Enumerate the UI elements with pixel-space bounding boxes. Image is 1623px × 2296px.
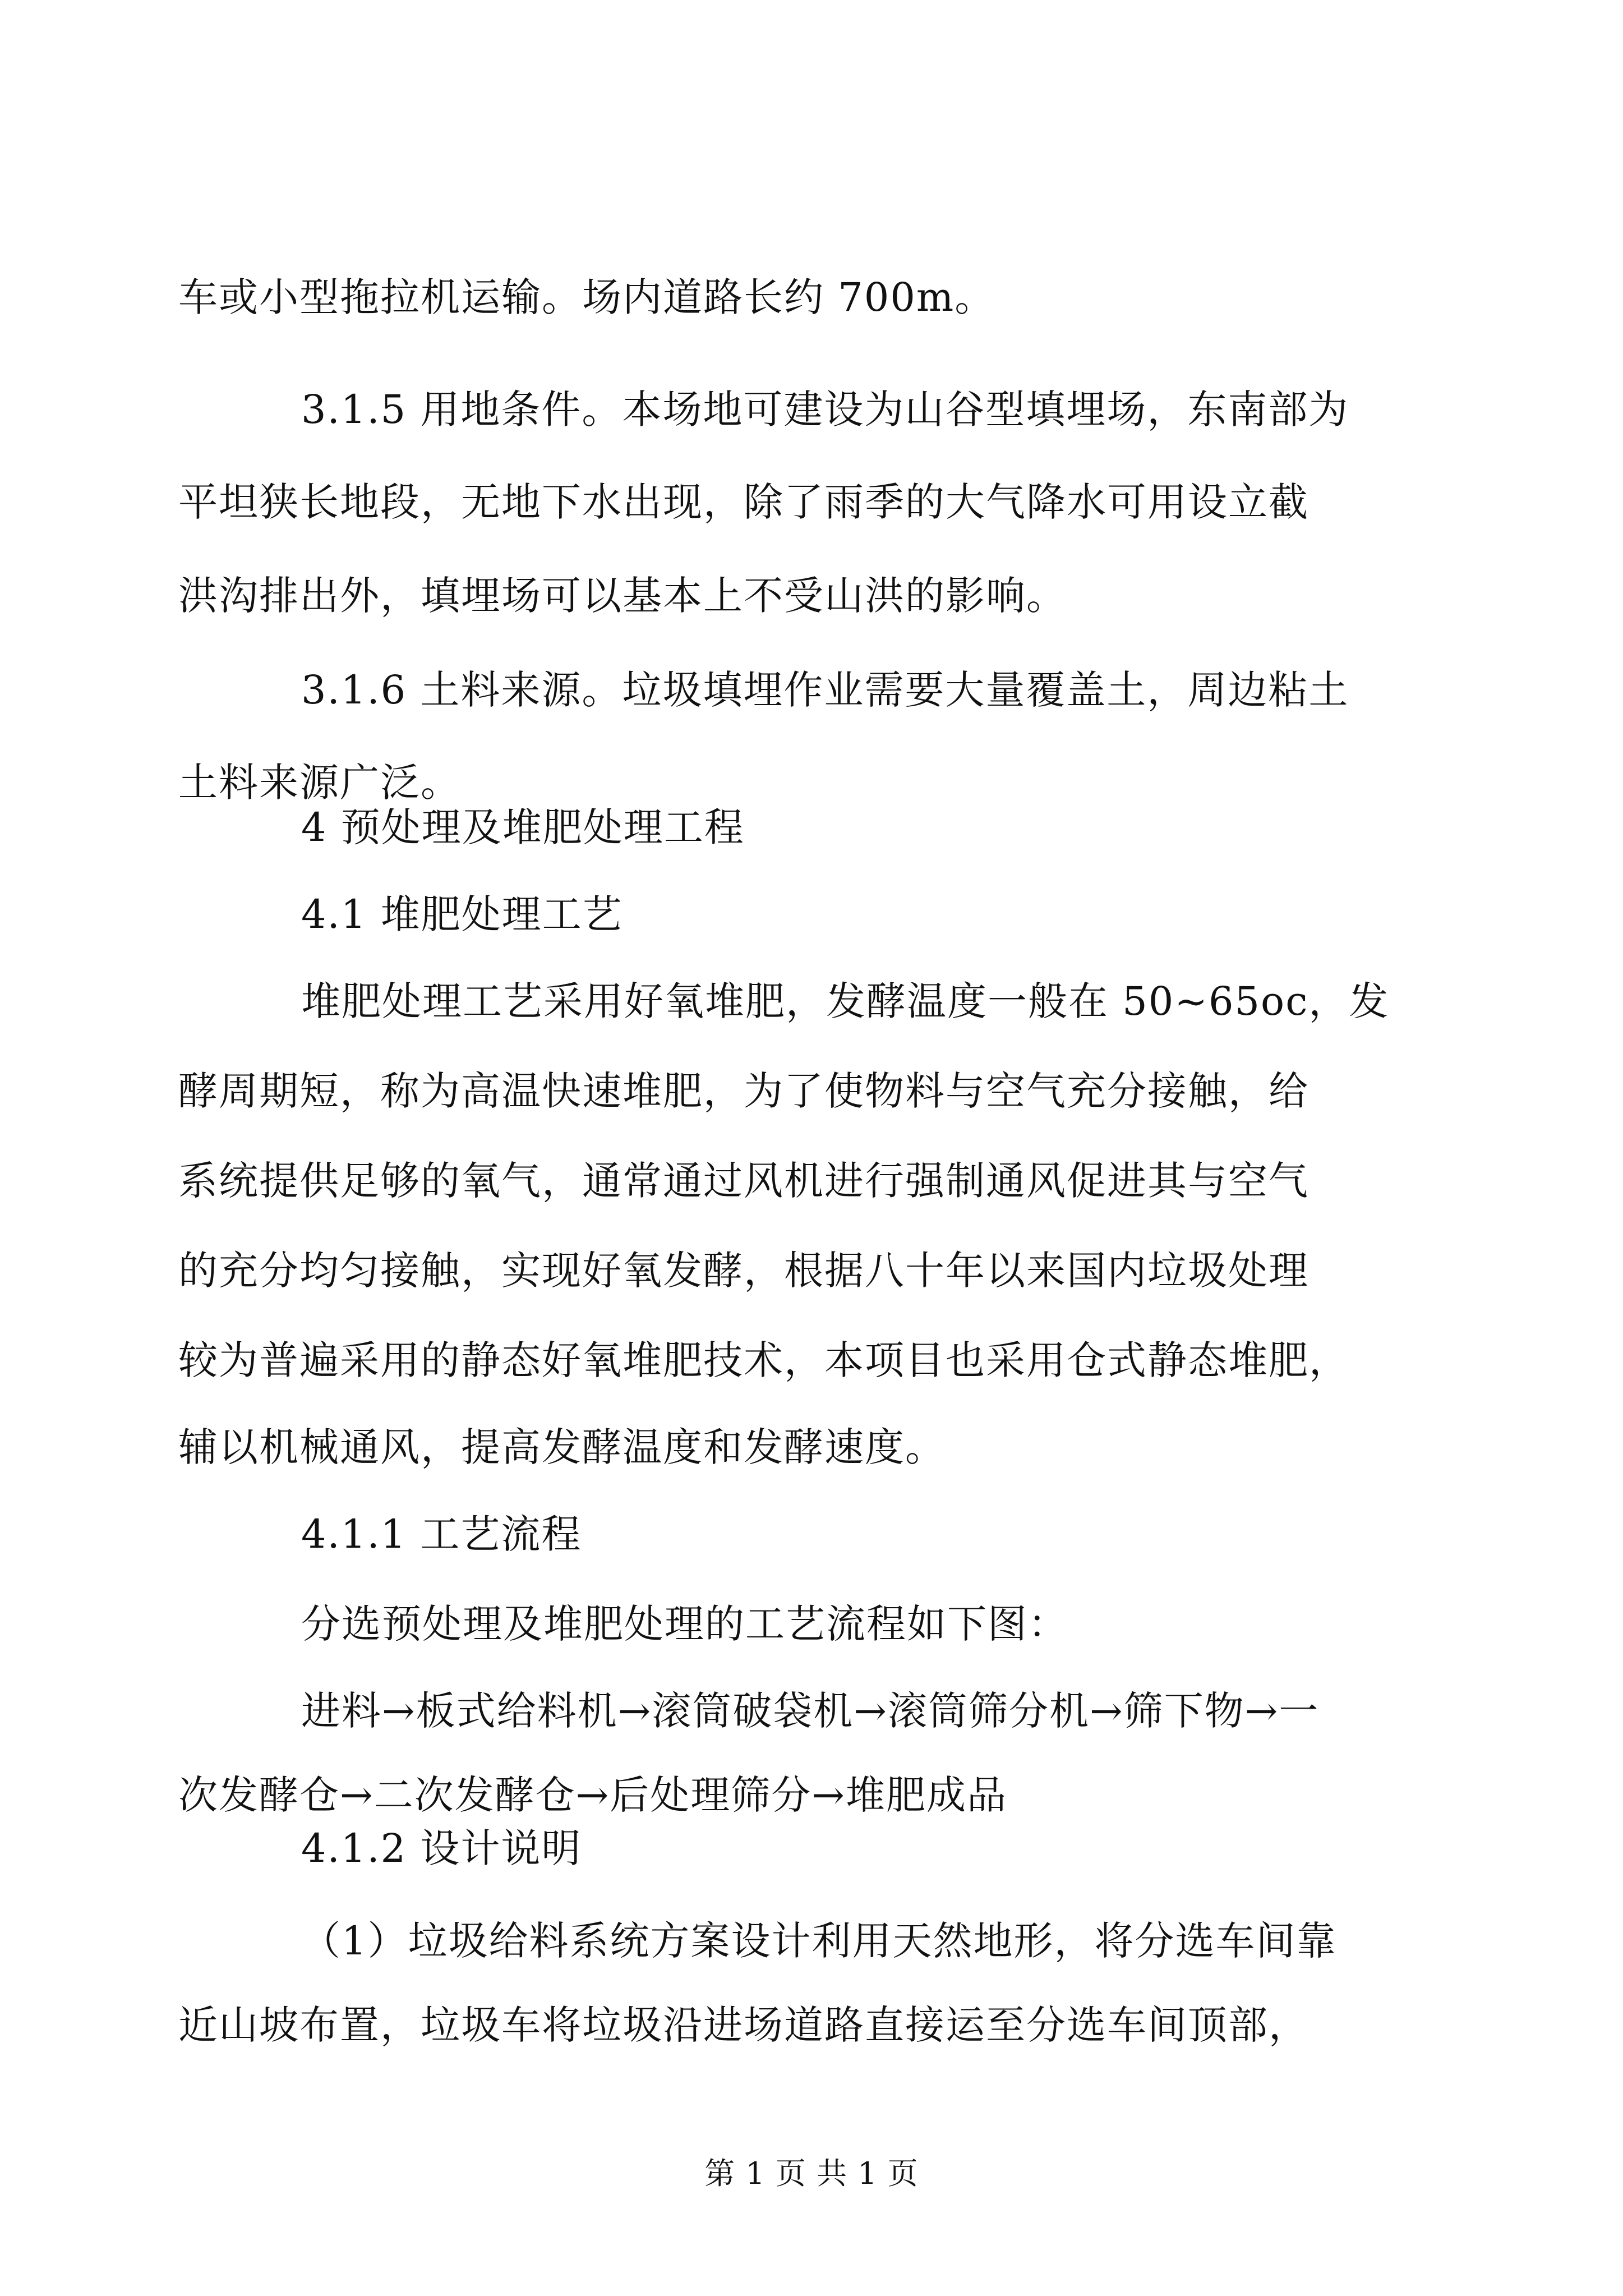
section-3-1-6-line: 3.1.6 土料来源。垃圾填埋作业需要大量覆盖土，周边粘土 <box>301 667 1349 713</box>
body-line: 平坦狭长地段，无地下水出现，除了雨季的大气降水可用设立截 <box>178 479 1309 525</box>
body-line: 洪沟排出外，填埋场可以基本上不受山洪的影响。 <box>178 573 1067 619</box>
heading-section-4-1-2: 4.1.2 设计说明 <box>301 1825 582 1871</box>
body-line: 分选预处理及堆肥处理的工艺流程如下图： <box>301 1601 1068 1647</box>
heading-section-4-1-1: 4.1.1 工艺流程 <box>301 1511 582 1557</box>
body-line: 辅以机械通风，提高发酵温度和发酵速度。 <box>178 1424 946 1470</box>
body-line: 较为普遍采用的静态好氧堆肥技术，本项目也采用仓式静态堆肥， <box>178 1337 1349 1383</box>
body-line: 酵周期短，称为高温快速堆肥，为了使物料与空气充分接触，给 <box>178 1068 1309 1114</box>
body-line: 近山坡布置，垃圾车将垃圾沿进场道路直接运至分选车间顶部， <box>178 2002 1309 2048</box>
heading-section-4: 4 预处理及堆肥处理工程 <box>301 804 745 850</box>
body-line: （1）垃圾给料系统方案设计利用天然地形，将分选车间靠 <box>301 1918 1337 1964</box>
body-line: 系统提供足够的氧气，通常通过风机进行强制通风促进其与空气 <box>178 1158 1309 1204</box>
heading-section-4-1: 4.1 堆肥处理工艺 <box>301 891 623 937</box>
body-line: 车或小型拖拉机运输。场内道路长约 700m。 <box>178 274 995 320</box>
section-3-1-5-line: 3.1.5 用地条件。本场地可建设为山谷型填埋场，东南部为 <box>301 386 1349 432</box>
process-flow-line: 进料→板式给料机→滚筒破袋机→滚筒筛分机→筛下物→一 <box>301 1688 1320 1734</box>
body-line: 堆肥处理工艺采用好氧堆肥，发酵温度一般在 50~65oc，发 <box>301 978 1390 1024</box>
process-flow-line: 次发酵仓→二次发酵仓→后处理筛分→堆肥成品 <box>178 1772 1007 1818</box>
body-line: 的充分均匀接触，实现好氧发酵，根据八十年以来国内垃圾处理 <box>178 1248 1309 1294</box>
page-footer: 第 1 页 共 1 页 <box>704 2156 919 2191</box>
body-line: 土料来源广泛。 <box>178 760 461 806</box>
